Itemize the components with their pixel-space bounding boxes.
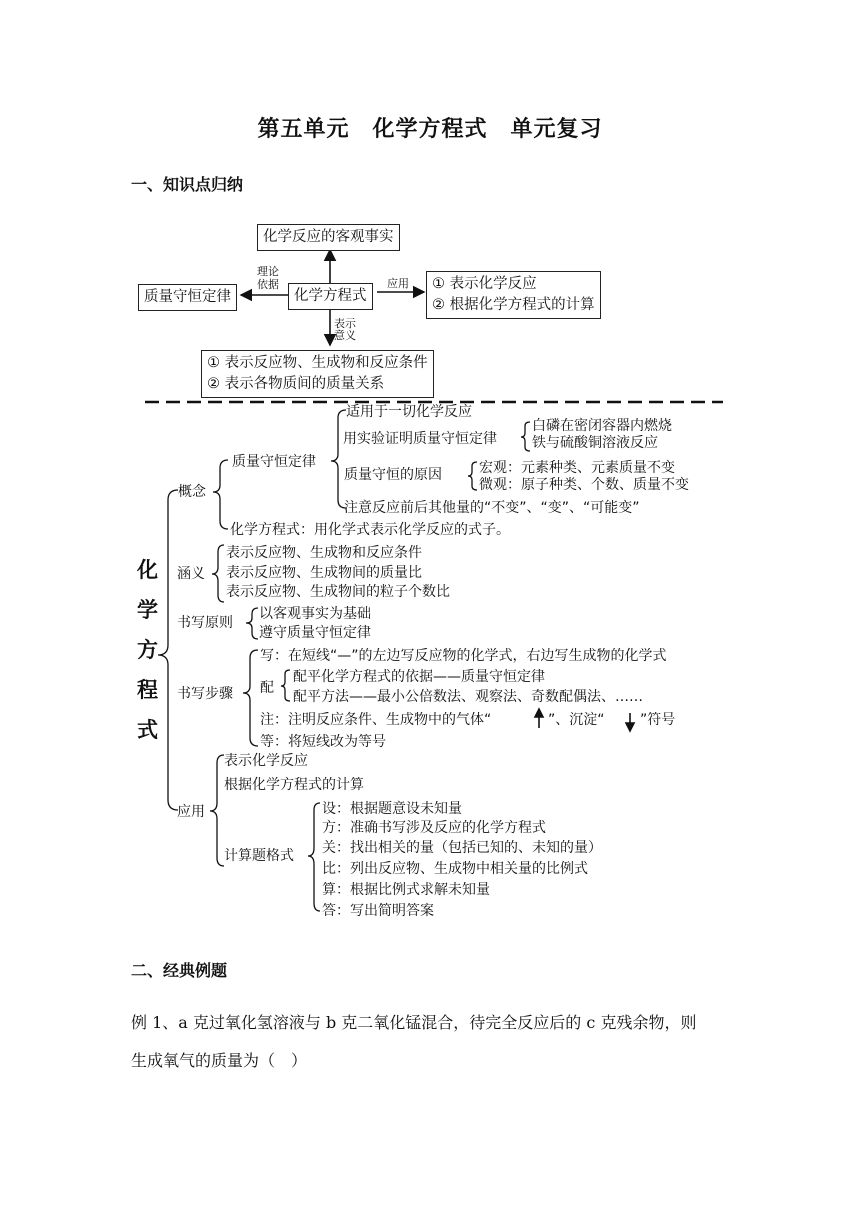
branch-meaning: 涵义: [177, 566, 205, 582]
leaf-text: 算：根据比例式求解未知量: [322, 882, 490, 898]
leaf-text: 根据化学方程式的计算: [224, 777, 364, 793]
leaf-text: 适用于一切化学反应: [346, 404, 472, 420]
branch-format: 计算题格式: [224, 848, 294, 864]
leaf-text: 微观：原子种类、个数、质量不变: [479, 477, 689, 493]
leaf-text: 表示化学反应: [224, 753, 308, 769]
leaf-text: ”符号: [640, 712, 676, 728]
leaf-text: 用实验证明质量守恒定律: [343, 431, 497, 447]
label-meaning: 意义: [334, 329, 356, 342]
root-char: 式: [137, 718, 158, 742]
box-application: ① 表示化学反应 ② 根据化学方程式的计算: [426, 271, 601, 319]
section-heading-2: 二、经典例题: [131, 961, 228, 980]
leaf-text: 方：准确书写涉及反应的化学方程式: [322, 820, 546, 836]
root-char: 程: [137, 678, 158, 702]
leaf-text: 配: [260, 680, 274, 696]
box-objective-fact: 化学反应的客观事实: [257, 224, 400, 251]
leaf-text: 写：在短线“—”的左边写反应物的化学式，右边写生成物的化学式: [260, 648, 667, 664]
branch-principle: 书写原则: [177, 615, 233, 631]
leaf-text: 以客观事实为基础: [259, 606, 371, 622]
leaf-text: ”、沉淀“: [548, 712, 605, 728]
leaf-text: 宏观：元素种类、元素质量不变: [479, 460, 675, 476]
leaf-text: 表示反应物、生成物间的质量比: [226, 565, 422, 581]
label-express: 表示: [334, 317, 356, 330]
label-basis: 依据: [257, 278, 279, 291]
leaf-text: 配平化学方程式的依据——质量守恒定律: [293, 669, 545, 685]
root-char: 化: [137, 558, 158, 582]
root-char: 学: [137, 598, 158, 622]
leaf-text: 表示反应物、生成物间的粒子个数比: [226, 584, 450, 600]
label-theory: 理论: [257, 265, 279, 278]
leaf-text: 答：写出简明答案: [322, 903, 434, 919]
box-chemical-equation: 化学方程式: [288, 283, 373, 310]
branch-application: 应用: [177, 804, 205, 820]
leaf-text: 等：将短线改为等号: [260, 734, 386, 750]
leaf-text: 白磷在密闭容器内燃烧: [532, 418, 672, 434]
root-char: 方: [137, 638, 158, 662]
leaf-text: 注意反应前后其他量的“不变”、“变”、“可能变”: [344, 500, 640, 516]
label-apply: 应用: [387, 277, 409, 290]
box-meaning: ① 表示反应物、生成物和反应条件 ② 表示各物质间的质量关系: [201, 350, 434, 398]
leaf-text: 设：根据题意设未知量: [322, 801, 462, 817]
page-title: 第五单元 化学方程式 单元复习: [257, 117, 603, 142]
branch-concept: 概念: [178, 484, 206, 500]
branch-steps: 书写步骤: [177, 686, 233, 702]
leaf-text: 表示反应物、生成物和反应条件: [226, 545, 422, 561]
leaf-text: 质量守恒的原因: [344, 467, 442, 483]
leaf-text: 配平方法——最小公倍数法、观察法、奇数配偶法、……: [293, 689, 643, 705]
leaf-text: 铁与硫酸铜溶液反应: [532, 435, 658, 451]
section-heading-1: 一、知识点归纳: [131, 175, 244, 194]
leaf-text: 注：注明反应条件、生成物中的气体“: [260, 712, 492, 728]
example-line-2: 生成氧气的质量为（ ）: [131, 1051, 308, 1070]
leaf-text: 关：找出相关的量（包括已知的、未知的量）: [322, 840, 602, 856]
branch-conservation: 质量守恒定律: [232, 454, 316, 470]
leaf-text: 比：列出反应物、生成物中相关量的比例式: [322, 861, 588, 877]
example-line-1: 例 1、a 克过氧化氢溶液与 b 克二氧化锰混合，待完全反应后的 c 克残余物，则: [131, 1013, 697, 1032]
leaf-text: 化学方程式：用化学式表示化学反应的式子。: [230, 522, 510, 538]
box-conservation-law: 质量守恒定律: [138, 284, 237, 311]
leaf-text: 遵守质量守恒定律: [259, 625, 371, 641]
